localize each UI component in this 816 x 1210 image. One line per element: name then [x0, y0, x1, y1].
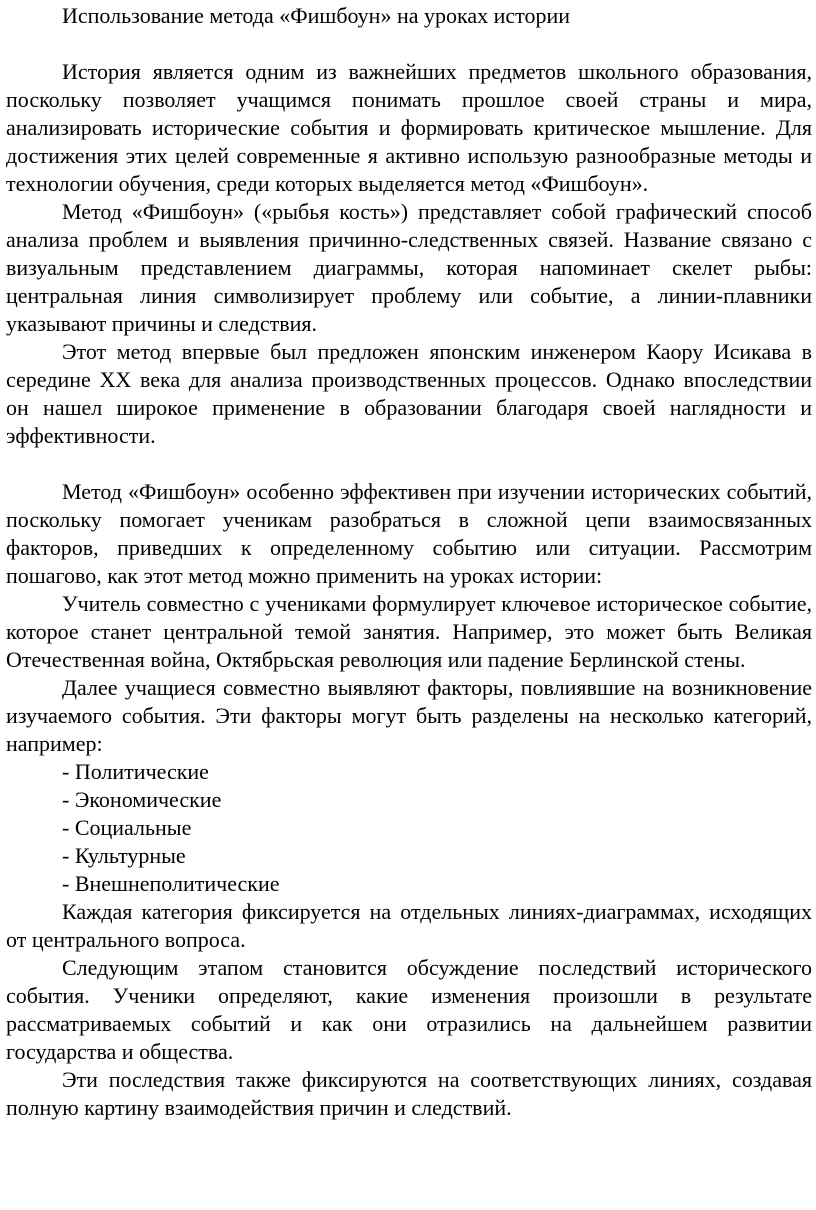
paragraph-step-key-event: Учитель совместно с учениками формулирует ключевое историческое событие, которое станет центральной темой занятия. Например, это может быть Великая Отечественная война, Октябрьская революция или падение Берлинской стены. — [6, 591, 812, 672]
paragraph-full-picture: Эти последствия также фиксируются на соответствующих линиях, создавая полную картину взаимодействия причин и следствий. — [6, 1067, 812, 1120]
list-item-cultural: - Культурные — [62, 843, 186, 868]
list-item-foreign-policy: - Внешнеполитические — [62, 871, 280, 896]
paragraph-step-factors: Далее учащиеся совместно выявляют факторы, повлиявшие на возникновение изучаемого события. Эти факторы могут быть разделены на несколько категорий, например: — [6, 675, 812, 756]
paragraph-ishikawa-origin: Этот метод впервые был предложен японским инженером Каору Исикава в середине XX века для анализа производственных процессов. Однако впоследствии он нашел широкое применение в образовании благодаря своей наглядности и эффективности. — [6, 339, 812, 448]
blank-line — [6, 450, 812, 478]
factor-categories-list — [6, 758, 812, 898]
list-item-political: - Политические — [62, 759, 209, 784]
blank-line — [6, 30, 812, 58]
paragraph-category-lines: Каждая категория фиксируется на отдельных линиях-диаграммах, исходящих от центрального вопроса. — [6, 899, 812, 952]
paragraph-consequences: Следующим этапом становится обсуждение последствий исторического события. Ученики определяют, какие изменения произошли в результате рассматриваемых событий и как они отразились на дальнейшем развитии государства и общества. — [6, 955, 812, 1064]
paragraph-method-effectiveness: Метод «Фишбоун» особенно эффективен при изучении исторических событий, поскольку помогает ученикам разобраться в сложной цепи взаимосвязанных факторов, приведших к определенному событию или ситуации. Рассмотрим пошагово, как этот метод можно применить на уроках истории: — [6, 479, 812, 588]
paragraph-intro-history: История является одним из важнейших предметов школьного образования, поскольку позволяет учащимся понимать прошлое своей страны и мира, анализировать исторические события и формировать критическое мышление. Для достижения этих целей современные я активно использую разнообразные методы и технологии обучения, среди которых выделяется метод «Фишбоун». — [6, 59, 812, 196]
document-page — [6, 2, 812, 1122]
list-item-social: - Социальные — [62, 815, 192, 840]
paragraph-fishbone-definition: Метод «Фишбоун» («рыбья кость») представляет собой графический способ анализа проблем и выявления причинно-следственных связей. Название связано с визуальным представлением диаграммы, которая напоминает скелет рыбы: центральная линия символизирует проблему или событие, а линии-плавники указывают причины и следствия. — [6, 199, 812, 336]
document-title: Использование метода «Фишбоун» на уроках истории — [62, 3, 571, 28]
list-item-economic: - Экономические — [62, 787, 222, 812]
